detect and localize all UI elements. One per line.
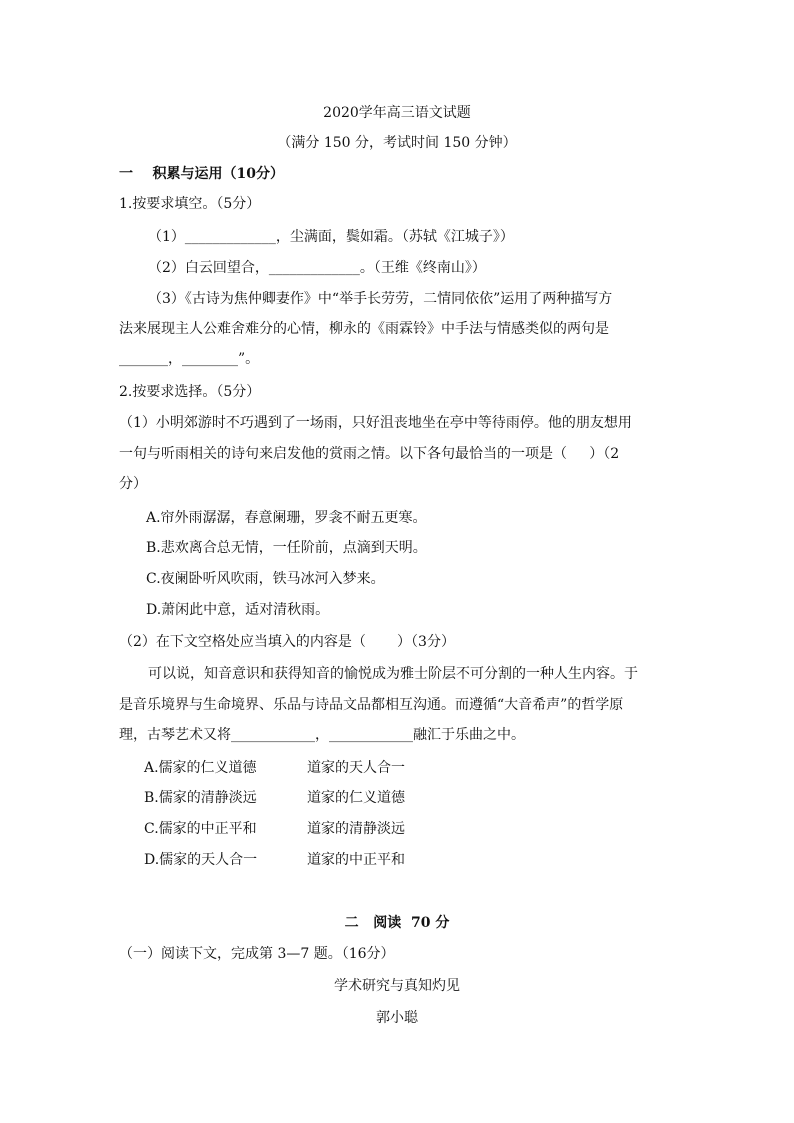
- q2-option-d: D.萧闲此中意，适对清秋雨。: [146, 602, 330, 618]
- option-a-right: 道家的天人合一: [307, 760, 405, 776]
- option-a-left: A.儒家的仁义道德: [144, 760, 257, 776]
- q1-item-2: （2）白云回望合，_____________。（王维《终南山》）: [148, 260, 486, 276]
- article-author: 郭小聪: [376, 1010, 418, 1026]
- q1-item-1: （1）_____________，尘满面，鬓如霜。（苏轼《江城子》）: [148, 229, 514, 245]
- q2-part-1-line-2: 一句与听雨相关的诗句来启发他的赏雨之情。以下各句最恰当的一项是（ ）（2: [119, 446, 620, 462]
- q1-item-3-line-2: 法来展现主人公难舍难分的心情，柳永的《雨霖铃》中手法与情感类似的两句是: [119, 321, 609, 337]
- section-2-part-1: （一）阅读下文，完成第 3—7 题。（16分）: [119, 946, 395, 962]
- q2-part-2-stem: （2）在下文空格处应当填入的内容是（ ）（3分）: [119, 634, 455, 650]
- q2-option-b: B.悲欢离合总无情，一任阶前，点滴到天明。: [146, 540, 427, 556]
- option-b-left: B.儒家的清静淡远: [144, 790, 257, 806]
- option-b-right: 道家的仁义道德: [307, 790, 405, 806]
- option-d-right: 道家的中正平和: [307, 852, 405, 868]
- article-title: 学术研究与真知灼见: [334, 978, 460, 994]
- q2-part-1-line-1: （1）小明郊游时不巧遇到了一场雨，只好沮丧地坐在亭中等待雨停。他的朋友想用: [119, 415, 632, 431]
- q2-part-2-text-line-3: 理，古琴艺术又将____________，____________融汇于乐曲之中。: [119, 727, 525, 743]
- section-2-heading: 二 阅读 70 分: [344, 915, 450, 931]
- q2-part-2-text-line-1: 可以说，知音意识和获得知音的愉悦成为雅士阶层不可分割的一种人生内容。于: [148, 666, 638, 682]
- exam-title: 2020学年高三语文试题: [323, 105, 471, 121]
- q2-part-2-text-line-2: 是音乐境界与生命境界、乐品与诗品文品都相互沟通。而遵循“大音希声”的哲学原: [119, 697, 624, 713]
- q1-item-3-line-3: _______，________”。: [119, 351, 260, 367]
- q2-stem: 2.按要求选择。（5分）: [119, 384, 261, 400]
- option-c-left: C.儒家的中正平和: [144, 821, 257, 837]
- q1-stem: 1.按要求填空。（5分）: [119, 196, 261, 212]
- section-1-heading: 一 积累与运用（10分）: [119, 166, 284, 182]
- q1-item-3-line-1: （3）《古诗为焦仲卿妻作》中“举手长劳劳，二情同依依”运用了两种描写方: [148, 291, 613, 307]
- exam-subtitle: （满分 150 分，考试时间 150 分钟）: [277, 135, 517, 151]
- q2-part-1-line-3: 分）: [119, 476, 147, 492]
- option-d-left: D.儒家的天人合一: [144, 852, 258, 868]
- q2-option-c: C.夜阑卧听风吹雨，铁马冰河入梦来。: [146, 571, 385, 587]
- option-c-right: 道家的清静淡远: [307, 821, 405, 837]
- q2-option-a: A.帘外雨潺潺，春意阑珊，罗衾不耐五更寒。: [146, 510, 427, 526]
